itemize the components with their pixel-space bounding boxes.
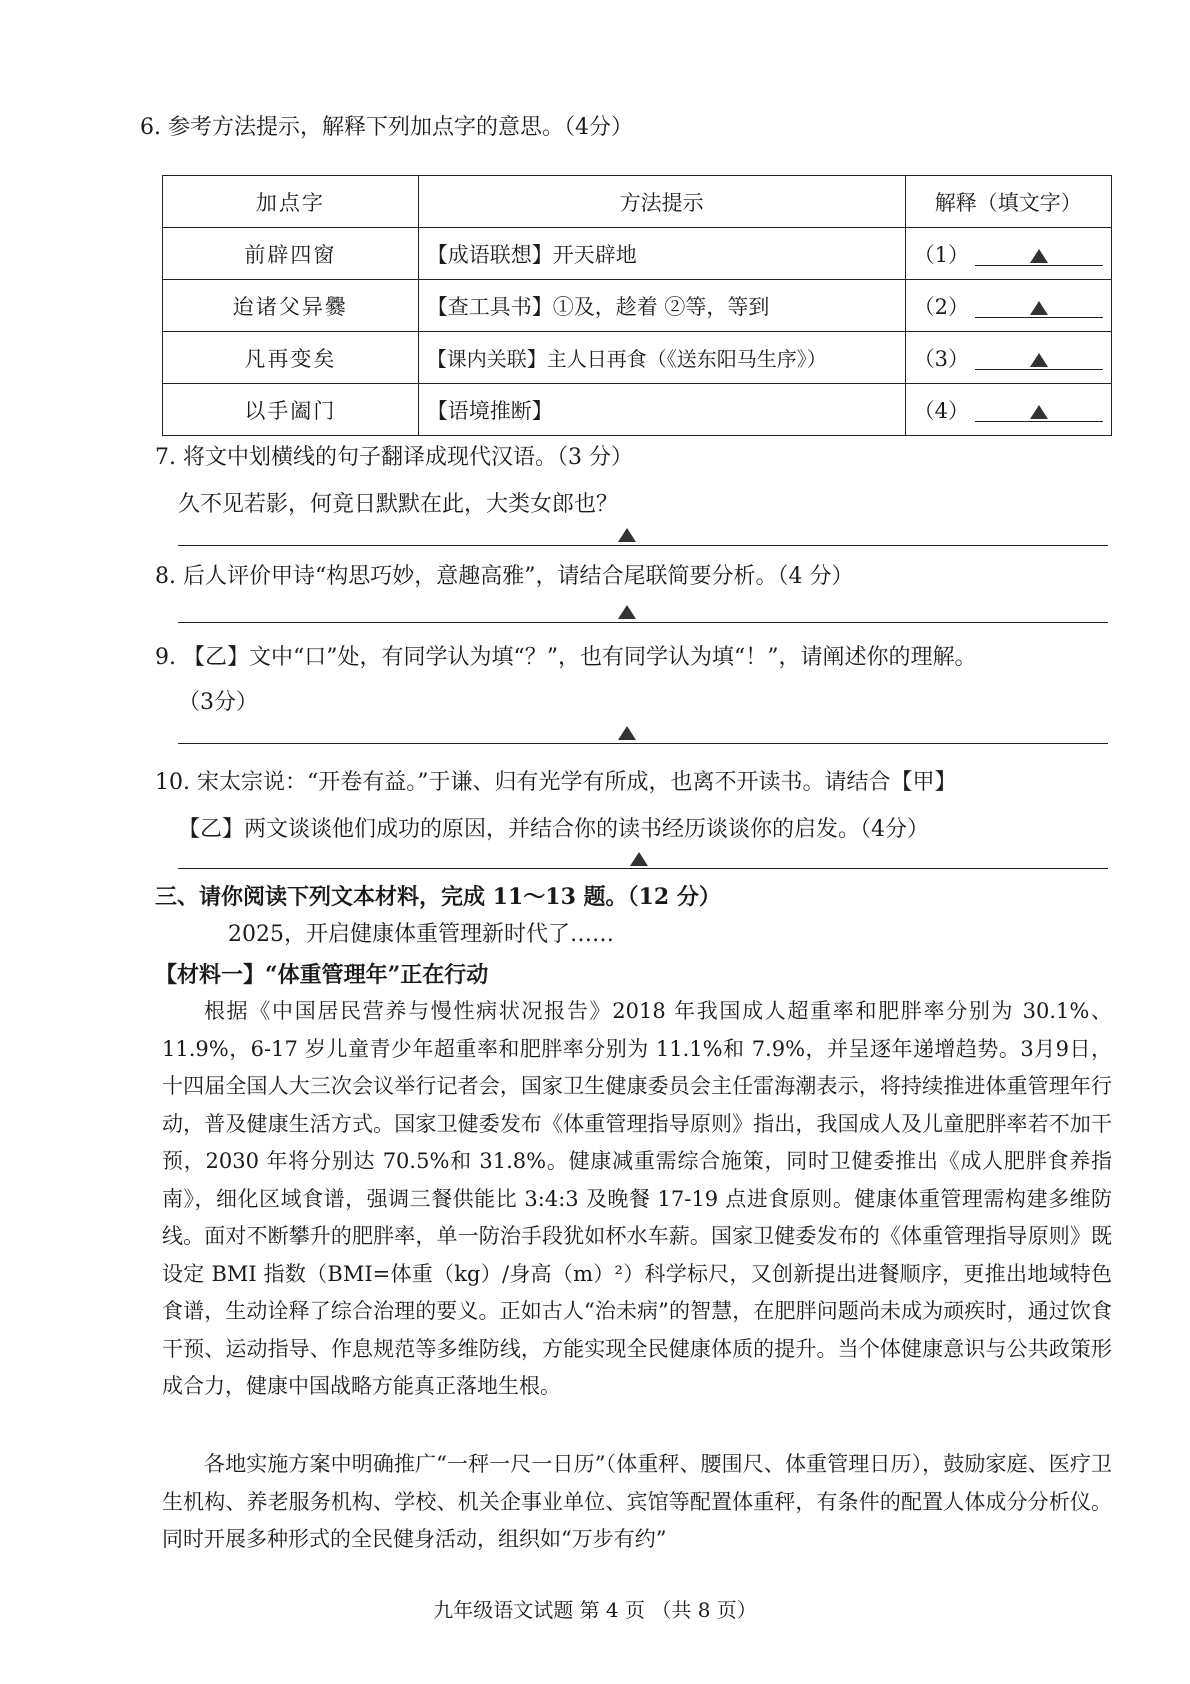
method-table (162, 175, 1112, 436)
answer-cell[interactable] (905, 332, 1111, 384)
row-word: 以手阖门 (163, 384, 419, 436)
header-answer: 解释（填文字） (905, 176, 1111, 228)
header-word: 加点字 (163, 176, 419, 228)
table-row (163, 332, 1112, 384)
q8-title: 8. 后人评价甲诗“构思巧妙，意趣高雅”，请结合尾联简要分析。（4 分） (155, 564, 854, 589)
material-1-paragraph-1: 根据《中国居民营养与慢性病状况报告》2018 年我国成人超重率和肥胖率分别为 30.1%、11.9%，6-17 岁儿童青少年超重率和肥胖率分别为 11.1%和 7.9%，并呈逐年递增趋势。3月9日，十四届全国人大三次会议举行记者会，国家卫生健康委员会主任雷海潮表示，将持续推进体重管理年行动，普及健康生活方式。国家卫健委发布《体重管理指导原则》指出，我国成人及儿童肥胖率若不加干预，2030 年将分别达 70.5%和 31.8%。健康减重需综合施策，同时卫健委推出《成人肥胖食养指南》，细化区域食谱，强调三餐供能比 3:4:3 及晚餐 17-19 点进食原则。健康体重管理需构建多维防线。面对不断攀升的肥胖率，单一防治手段犹如杯水车薪。国家卫健委发布的《体重管理指导原则》既设定 BMI 指数（BMI=体重（kg）/身高（m）²）科学标尺，又创新提出进餐顺序，更推出地域特色食谱，生动诠释了综合治理的要义。正如古人“治未病”的智慧，在肥胖问题尚未成为顽疾时，通过饮食干预、运动指导、作息规范等多维防线，方能实现全民健康体质的提升。当个体健康意识与公共政策形成合力，健康中国战略方能真正落地生根。 (162, 999, 1112, 1398)
answer-cell[interactable] (905, 384, 1111, 436)
answer-cell[interactable] (905, 228, 1111, 280)
table-row (163, 384, 1112, 436)
q7-sentence: 久不见若影，何竟日默默在此，大类女郎也？ (178, 492, 619, 517)
row-hint: 【成语联想】开天辟地 (418, 228, 905, 280)
triangle-icon (1030, 405, 1048, 419)
table-row (163, 228, 1112, 280)
answer-number: （2） (913, 294, 969, 319)
triangle-icon (1030, 301, 1048, 315)
q6-title: 6. 参考方法提示，解释下列加点字的意思。（4分） (140, 115, 633, 140)
row-hint: 【课内关联】主人日再食（《送东阳马生序》） (418, 332, 905, 384)
triangle-icon (618, 726, 636, 740)
answer-blank[interactable] (975, 247, 1103, 266)
table-header-row (163, 176, 1112, 228)
row-hint: 【语境推断】 (418, 384, 905, 436)
answer-blank[interactable] (975, 403, 1103, 422)
triangle-icon (630, 852, 648, 866)
row-word: 迨诸父异爨 (163, 280, 419, 332)
triangle-icon (1030, 353, 1048, 367)
q10-line2: 【乙】两文谈谈他们成功的原因，并结合你的读书经历谈谈你的启发。（4分） (178, 817, 929, 842)
q10-line1: 10. 宋太宗说：“开卷有益。”于谦、归有光学有所成，也离不开读书。请结合【甲】 (155, 770, 957, 795)
page-footer: 九年级语文试题 第 4 页 （共 8 页） (433, 1598, 757, 1622)
q10-answer-line[interactable] (178, 868, 1108, 869)
q7-title: 7. 将文中划横线的句子翻译成现代汉语。（3 分） (155, 445, 633, 470)
material-1-paragraph-2: 各地实施方案中明确推广“一秤一尺一日历”（体重秤、腰围尺、体重管理日历），鼓励家庭、医疗卫生机构、养老服务机构、学校、机关企事业单位、宾馆等配置体重秤，有条件的配置人体成分分析仪。同时开展多种形式的全民健身活动，组织如“万步有约” (162, 1452, 1112, 1551)
answer-number: （4） (913, 398, 969, 423)
answer-number: （3） (913, 346, 969, 371)
triangle-icon (618, 528, 636, 542)
answer-cell[interactable] (905, 280, 1111, 332)
table-row (163, 280, 1112, 332)
q8-answer-line[interactable] (178, 622, 1108, 623)
q9-answer-line[interactable] (178, 743, 1108, 744)
answer-blank[interactable] (975, 299, 1103, 318)
triangle-icon (618, 605, 636, 619)
row-word: 前辟四窗 (163, 228, 419, 280)
row-word: 凡再变矣 (163, 332, 419, 384)
q7-answer-line[interactable] (178, 545, 1108, 546)
q9-line2: （3分） (178, 690, 258, 715)
header-hint: 方法提示 (418, 176, 905, 228)
section-3-subtitle: 2025，开启健康体重管理新时代了…… (228, 922, 614, 947)
row-hint: 【查工具书】①及，趁着 ②等，等到 (418, 280, 905, 332)
answer-number: （1） (913, 242, 969, 267)
answer-blank[interactable] (975, 351, 1103, 370)
material-1-title: 【材料一】“体重管理年”正在行动 (155, 962, 489, 988)
triangle-icon (1030, 249, 1048, 263)
q9-line1: 9. 【乙】文中“口”处，有同学认为填“？”，也有同学认为填“！”，请阐述你的理解。 (155, 645, 977, 670)
section-3-title: 三、请你阅读下列文本材料，完成 11～13 题。（12 分） (155, 884, 721, 910)
